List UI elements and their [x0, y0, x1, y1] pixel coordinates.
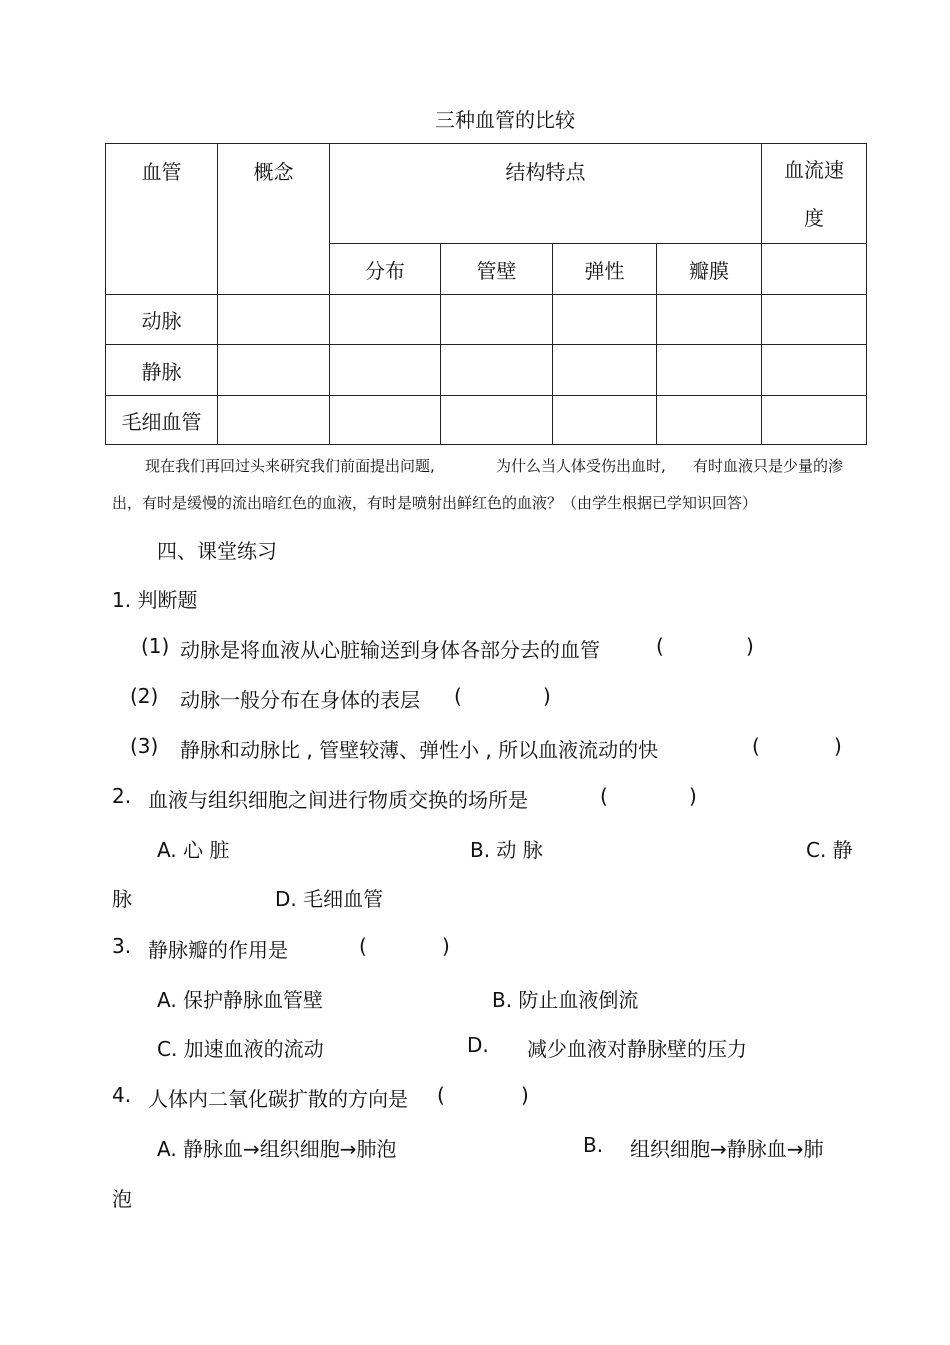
q1-title: 1. 判断题	[112, 588, 198, 612]
q2-number: 2.	[112, 784, 132, 808]
table-cell	[330, 295, 441, 345]
q3-text: 静脉瓣的作用是	[148, 938, 288, 962]
table-cell	[553, 295, 657, 345]
table-cell	[441, 396, 553, 445]
q3-number: 3.	[112, 934, 132, 958]
table-cell	[441, 345, 553, 396]
table-cell	[218, 345, 330, 396]
q1-item1-close-paren: )	[746, 634, 754, 658]
note-text-1a: 现在我们再回过头来研究我们前面提出问题,	[145, 457, 435, 475]
table-cell	[657, 345, 762, 396]
q1-item3-number: (3)	[130, 734, 159, 758]
table-cell	[762, 244, 867, 295]
q1-item2-close-paren: )	[543, 684, 551, 708]
q2-option-c: C. 静	[806, 838, 853, 862]
table-cell	[330, 345, 441, 396]
q4-option-b-label: B.	[583, 1133, 604, 1157]
q4-option-a: A. 静脉血→组织细胞→肺泡	[157, 1137, 397, 1161]
header-wall: 管壁	[441, 244, 553, 295]
q1-item2-open-paren: (	[454, 684, 462, 708]
q1-item1-text: 动脉是将血液从心脏输送到身体各部分去的血管	[180, 638, 600, 662]
q2-option-b: B. 动 脉	[470, 838, 543, 862]
table-row	[106, 345, 867, 396]
table-row	[106, 295, 867, 345]
q4-option-b-text: 组织细胞→静脉血→肺	[630, 1137, 824, 1161]
q1-item3-open-paren: (	[752, 734, 760, 758]
table-cell	[330, 396, 441, 445]
q3-open-paren: (	[359, 934, 367, 958]
q1-item1-number: (1)	[141, 634, 170, 658]
q3-option-a: A. 保护静脉血管壁	[157, 988, 324, 1012]
q2-close-paren: )	[689, 784, 697, 808]
header-vessel: 血管	[106, 144, 218, 295]
q4-number: 4.	[112, 1083, 132, 1107]
q3-option-d-text: 减少血液对静脉壁的压力	[527, 1037, 747, 1061]
header-distribution: 分布	[330, 244, 441, 295]
header-speed-line1: 血流速	[784, 158, 844, 182]
note-text-1b: 为什么当人体受伤出血时,	[496, 457, 666, 475]
table-cell	[762, 345, 867, 396]
q3-option-d-label: D.	[467, 1033, 489, 1057]
q2-text: 血液与组织细胞之间进行物质交换的场所是	[148, 788, 528, 812]
header-concept: 概念	[218, 144, 330, 295]
section-title: 四、课堂练习	[157, 539, 277, 563]
table-cell	[218, 295, 330, 345]
header-speed	[762, 144, 867, 244]
q1-item3-text: 静脉和动脉比 , 管壁较薄、弹性小 , 所以血液流动的快	[180, 738, 659, 762]
q2-option-c-continued: 脉	[112, 887, 132, 911]
q3-option-b: B. 防止血液倒流	[492, 988, 639, 1012]
header-structure: 结构特点	[330, 144, 762, 244]
vessel-comparison-table	[105, 143, 867, 445]
table-cell	[657, 396, 762, 445]
header-speed-line2: 度	[804, 206, 824, 230]
q4-option-b-continued: 泡	[112, 1187, 132, 1211]
q1-item3-close-paren: )	[834, 734, 842, 758]
header-valve: 瓣膜	[657, 244, 762, 295]
table-title: 三种血管的比较	[435, 108, 575, 132]
row-label-artery: 动脉	[106, 295, 218, 345]
note-text-2: 出，有时是缓慢的流出暗红色的血液，有时是喷射出鲜红色的血液？（由学生根据已学知识回答）	[112, 494, 758, 512]
table-cell	[553, 396, 657, 445]
q4-close-paren: )	[521, 1083, 529, 1107]
table-row	[106, 396, 867, 445]
row-label-vein: 静脉	[106, 345, 218, 396]
table-cell	[762, 396, 867, 445]
table-cell	[762, 295, 867, 345]
q3-close-paren: )	[442, 934, 450, 958]
q2-open-paren: (	[600, 784, 608, 808]
q1-item2-number: (2)	[130, 684, 159, 708]
q4-text: 人体内二氧化碳扩散的方向是	[148, 1087, 408, 1111]
q1-item1-open-paren: (	[656, 634, 664, 658]
row-label-capillary: 毛细血管	[106, 396, 218, 445]
q4-open-paren: (	[437, 1083, 445, 1107]
q1-item2-text: 动脉一般分布在身体的表层	[180, 688, 420, 712]
table-cell	[657, 295, 762, 345]
table-cell	[218, 396, 330, 445]
q2-option-a: A. 心 脏	[157, 838, 230, 862]
table-cell	[553, 345, 657, 396]
table-cell	[441, 295, 553, 345]
note-text-1c: 有时血液只是少量的渗	[693, 457, 844, 475]
q2-option-d: D. 毛细血管	[275, 887, 384, 911]
q3-option-c: C. 加速血液的流动	[157, 1037, 324, 1061]
header-elasticity: 弹性	[553, 244, 657, 295]
